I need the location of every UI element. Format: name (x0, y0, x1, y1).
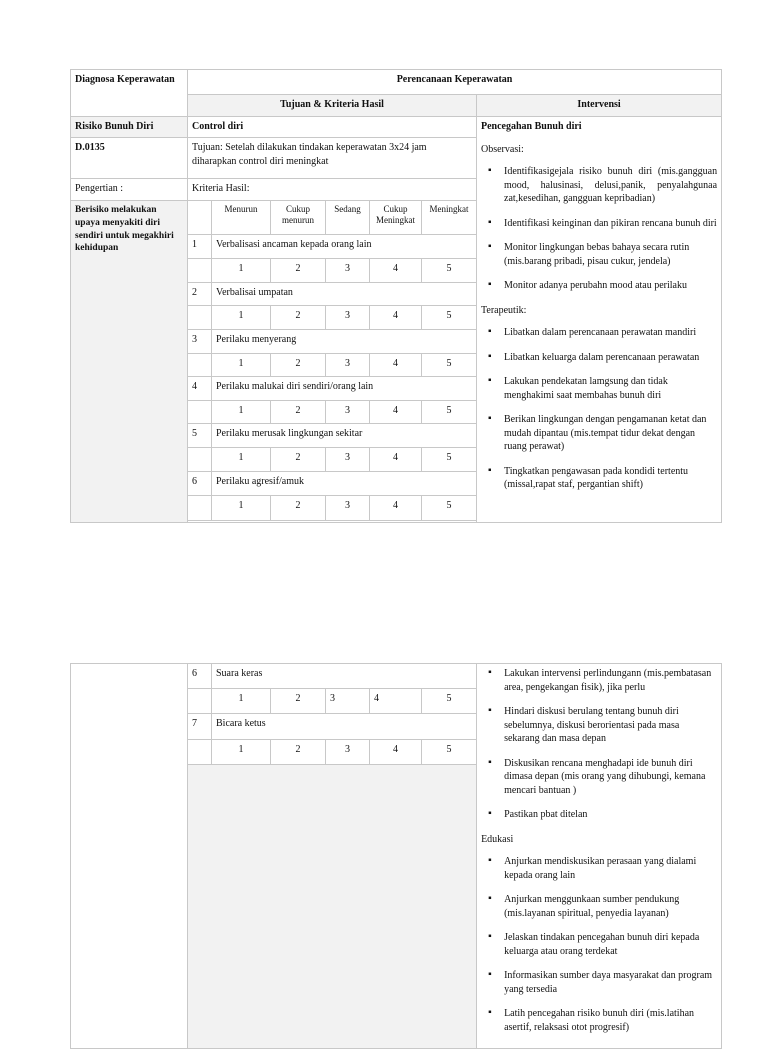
score-cell: 1 (212, 496, 271, 521)
score-cell: 3 (326, 259, 370, 283)
score-cell: 1 (212, 739, 271, 764)
list-item: ▪ Tingkatkan pengawasan pada kondidi tertentu (missal,rapat staf, pergantian shift) (481, 465, 717, 492)
pengertian-label: Pengertian : (71, 179, 188, 201)
criterion-number: 3 (188, 330, 212, 354)
score-cell: 3 (326, 354, 370, 377)
criterion-number: 7 (188, 714, 212, 739)
criterion-text: Verbalisai umpatan (212, 283, 477, 306)
score-blank (188, 496, 212, 521)
intervention-cell (477, 117, 722, 523)
outcome-title: Control diri (188, 117, 477, 138)
nursing-care-plan-table (70, 69, 722, 523)
observasi-label: Observasi: (481, 143, 524, 155)
list-item: ▪ Diskusikan rencana menghadapi ide bunuh diri dimasa depan (mis orang yang dihubungi, kemana mencari bantuan ) (481, 757, 717, 798)
list-item: ▪ Lakukan intervensi perlindungann (mis.pembatasan area, pengekangan fisik), jika perlu (481, 667, 717, 694)
score-cell: 5 (422, 496, 477, 521)
intervention-cell-continued (477, 664, 722, 1049)
list-item: ▪ Identifikasi keinginan dan pikiran rencana bunuh diri (481, 217, 717, 231)
score-cell: 1 (212, 448, 271, 472)
diagnosa-title: Risiko Bunuh Diri (71, 117, 188, 138)
list-item: ▪ Lakukan pendekatan lamgsung dan tidak menghakimi saat membahas bunuh diri (481, 375, 717, 402)
scale-header: Meningkat (422, 201, 477, 235)
list-item: ▪ Monitor lingkungan bebas bahaya secara rutin (mis.barang pribadi, pisau cukur, jendela) (481, 241, 717, 268)
score-cell: 4 (370, 306, 422, 330)
score-cell: 5 (422, 259, 477, 283)
score-cell: 3 (326, 496, 370, 521)
score-blank (188, 401, 212, 424)
score-cell: 2 (271, 689, 326, 714)
list-item: ▪ Anjurkan menggunkaan sumber pendukung (mis.layanan spiritual, penyedia layanan) (481, 893, 717, 920)
score-cell: 5 (422, 739, 477, 764)
score-cell: 4 (370, 689, 422, 714)
scale-header: Menurun (212, 201, 271, 235)
score-cell: 4 (370, 401, 422, 424)
observasi-list (481, 165, 717, 293)
terapeutik-list-continued (481, 667, 717, 822)
terapeutik-list (481, 326, 717, 492)
diagnosa-code: D.0135 (71, 138, 188, 179)
criterion-number: 6 (188, 472, 212, 496)
score-cell: 1 (212, 306, 271, 330)
list-item: ▪ Anjurkan mendiskusikan perasaan yang dialami kepada orang lain (481, 855, 717, 882)
empty-outcome-area (188, 764, 477, 1048)
criterion-number: 5 (188, 424, 212, 448)
scale-header: Cukup Meningkat (370, 201, 422, 235)
criterion-number: 1 (188, 235, 212, 259)
score-cell: 3 (326, 448, 370, 472)
diagnosa-blank (71, 664, 188, 1049)
score-cell: 5 (422, 306, 477, 330)
score-cell: 5 (422, 401, 477, 424)
header-diagnosa: Diagnosa Keperawatan (71, 70, 188, 117)
list-item: ▪ Monitor adanya perubahn mood atau perilaku (481, 279, 717, 293)
score-cell: 2 (271, 401, 326, 424)
list-item: ▪ Identifikasigejala risiko bunuh diri (mis.gangguan mood, halusinasi, delusi,panik, penyalahgunaa zat,kesedihan, gangguan kepribadian) (481, 165, 717, 206)
criterion-text: Perilaku malukai diri sendiri/orang lain (212, 377, 477, 401)
score-cell: 1 (212, 259, 271, 283)
score-cell: 2 (271, 496, 326, 521)
list-item: ▪ Pastikan pbat ditelan (481, 808, 717, 822)
list-item: ▪ Informasikan sumber daya masyarakat dan program yang tersedia (481, 969, 717, 996)
criterion-text: Perilaku agresif/amuk (212, 472, 477, 496)
score-cell: 1 (212, 401, 271, 424)
criterion-text: Bicara ketus (212, 714, 477, 739)
list-item: ▪ Libatkan keluarga dalam perencanaan perawatan (481, 351, 717, 365)
score-cell: 3 (326, 306, 370, 330)
score-blank (188, 448, 212, 472)
score-cell: 2 (271, 739, 326, 764)
score-cell: 3 (326, 401, 370, 424)
score-cell: 4 (370, 448, 422, 472)
score-cell: 4 (370, 259, 422, 283)
score-cell: 2 (271, 354, 326, 377)
list-item: ▪ Libatkan dalam perencanaan perawatan mandiri (481, 326, 717, 340)
criterion-number: 6 (188, 664, 212, 689)
pengertian-text: Berisiko melakukan upaya menyakiti diri sendiri untuk megakhiri kehidupan (71, 201, 188, 523)
score-blank (188, 306, 212, 330)
header-tujuan: Tujuan & Kriteria Hasil (188, 95, 477, 117)
list-item: ▪ Berikan lingkungan dengan pengamanan ketat dan mudah dipantau (mis.tempat tidur dekat dengan ruang perawat) (481, 413, 717, 454)
header-intervensi: Intervensi (477, 95, 722, 117)
score-cell: 2 (271, 259, 326, 283)
score-cell: 4 (370, 354, 422, 377)
list-item: ▪ Latih pencegahan risiko bunuh diri (mis.latihan asertif, relaksasi otot progresif) (481, 1007, 717, 1034)
score-cell: 3 (326, 739, 370, 764)
criterion-number: 2 (188, 283, 212, 306)
list-item: ▪ Jelaskan tindakan pencegahan bunuh diri kepada keluarga atau orang terdekat (481, 931, 717, 958)
header-perencanaan: Perencanaan Keperawatan (188, 70, 722, 95)
kriteria-label: Kriteria Hasil: (188, 179, 477, 201)
criterion-text: Verbalisasi ancaman kepada orang lain (212, 235, 477, 259)
score-blank (188, 259, 212, 283)
scale-header: Sedang (326, 201, 370, 235)
score-blank (188, 689, 212, 714)
scale-blank (188, 201, 212, 235)
score-cell: 1 (212, 689, 271, 714)
tujuan-text: Tujuan: Setelah dilakukan tindakan keperawatan 3x24 jam diharapkan control diri meningkat (188, 138, 477, 179)
score-blank (188, 354, 212, 377)
intervention-title: Pencegahan Bunuh diri (481, 121, 582, 132)
nursing-care-plan-table-continued (70, 663, 722, 1049)
score-cell: 5 (422, 448, 477, 472)
edukasi-list (481, 855, 717, 1034)
criterion-text: Perilaku merusak lingkungan sekitar (212, 424, 477, 448)
criterion-text: Suara keras (212, 664, 477, 689)
score-blank (188, 739, 212, 764)
score-cell: 1 (212, 354, 271, 377)
criterion-number: 4 (188, 377, 212, 401)
score-cell: 4 (370, 496, 422, 521)
score-cell: 2 (271, 448, 326, 472)
terapeutik-label: Terapeutik: (481, 304, 527, 316)
score-cell: 4 (370, 739, 422, 764)
score-cell: 5 (422, 354, 477, 377)
scale-header: Cukup menurun (271, 201, 326, 235)
spacer (188, 521, 477, 523)
criterion-text: Perilaku menyerang (212, 330, 477, 354)
list-item: ▪ Hindari diskusi berulang tentang bunuh diri sebelumnya, diskusi berorientasi pada masa sekarang dan masa depan (481, 705, 717, 746)
edukasi-label: Edukasi (481, 833, 514, 845)
score-cell: 5 (422, 689, 477, 714)
score-cell: 2 (271, 306, 326, 330)
score-cell: 3 (326, 689, 370, 714)
